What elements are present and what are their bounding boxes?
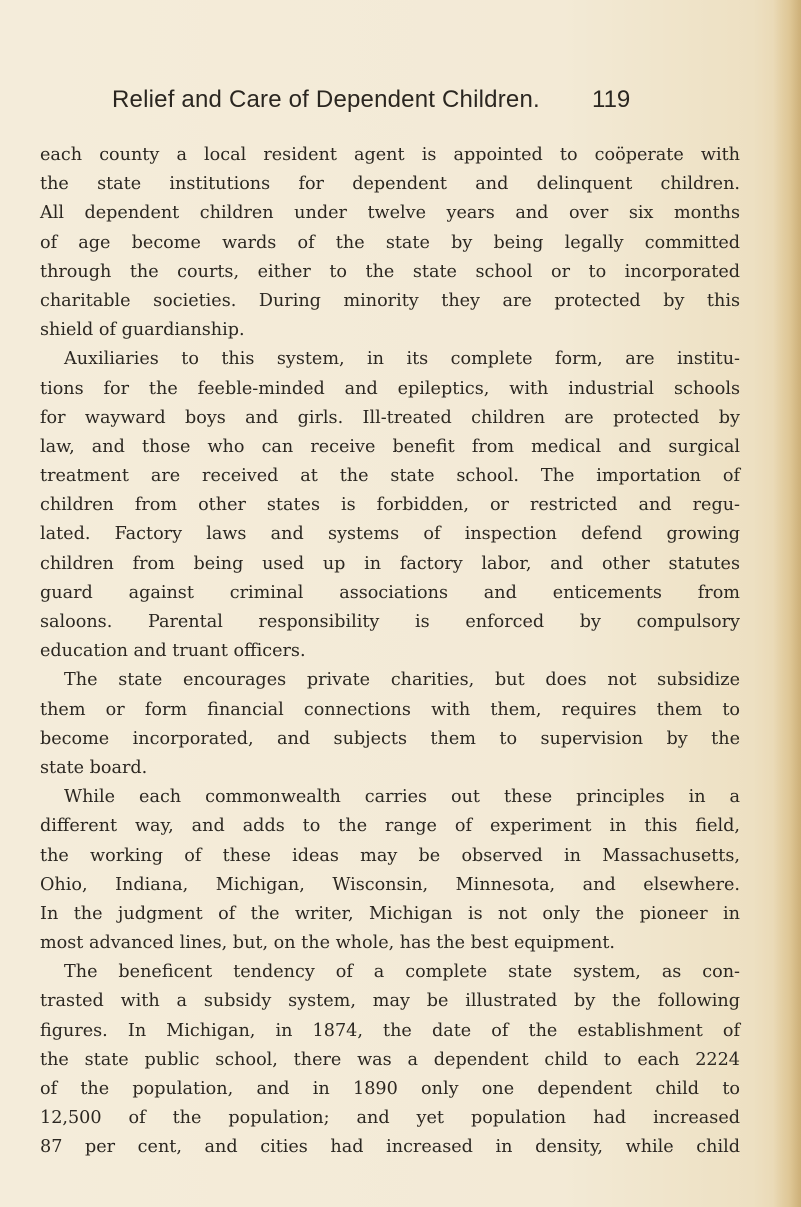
text-line: for wayward boys and girls. Ill-treated children are protected by: [40, 407, 740, 428]
text-line: tions for the feeble-minded and epileptics, with industrial schools: [40, 378, 740, 399]
text-line: them or form financial connections with them, requires them to: [40, 699, 740, 720]
text-line: guard against criminal associations and enticements from: [40, 582, 740, 603]
text-line: become incorporated, and subjects them to supervision by the: [40, 728, 740, 749]
running-head: [112, 82, 672, 122]
text-line: In the judgment of the writer, Michigan is not only the pioneer in: [40, 903, 740, 924]
text-line: 12,500 of the population; and yet population had increased: [40, 1108, 740, 1129]
text-line: different way, and adds to the range of experiment in this field,: [40, 816, 740, 837]
text-line: the state public school, there was a dependent child to each 2224: [40, 1049, 740, 1070]
text-line: charitable societies. During minority they are protected by this: [40, 290, 740, 311]
page-edge-stain: [773, 0, 801, 1207]
text-line: lated. Factory laws and systems of inspection defend growing: [40, 524, 740, 545]
text-line: The beneficent tendency of a complete state system, as con-: [64, 962, 740, 983]
text-line: most advanced lines, but, on the whole, has the best equipment.: [40, 933, 615, 954]
text-line: of the population, and in 1890 only one dependent child to: [40, 1079, 740, 1099]
text-line: All dependent children under twelve years and over six months: [40, 203, 740, 224]
text-line: trasted with a subsidy system, may be illustrated by the following: [40, 991, 740, 1012]
text-line: Auxiliaries to this system, in its complete form, are institu-: [64, 349, 740, 370]
text-line: children from being used up in factory labor, and other statutes: [40, 553, 740, 574]
text-line: through the courts, either to the state school or to incorporated: [40, 261, 740, 282]
text-line: of age become wards of the state by being legally committed: [40, 232, 740, 253]
text-line: 87 per cent, and cities had increased in density, while child: [40, 1137, 740, 1158]
body-text: [40, 141, 740, 1163]
text-line: Ohio, Indiana, Michigan, Wisconsin, Minnesota, and elsewhere.: [40, 874, 740, 895]
running-title: Relief and Care of Dependent Children.: [112, 86, 540, 113]
text-line: shield of guardianship.: [40, 320, 245, 341]
text-line: education and truant officers.: [40, 641, 306, 662]
text-line: treatment are received at the state school. The importation of: [40, 466, 740, 487]
text-line: law, and those who can receive benefit from medical and surgical: [40, 436, 740, 457]
text-line: state board.: [40, 757, 148, 778]
text-line: saloons. Parental responsibility is enforced by compulsory: [40, 612, 740, 632]
page-number: 119: [592, 86, 631, 113]
text-line: children from other states is forbidden, or restricted and regu-: [40, 495, 740, 516]
text-line: each county a local resident agent is appointed to coöperate with: [40, 145, 740, 165]
text-line: the working of these ideas may be observed in Massachusetts,: [40, 845, 740, 866]
text-line: The state encourages private charities, but does not subsidize: [64, 670, 740, 691]
text-line: While each commonwealth carries out these principles in a: [64, 787, 740, 808]
text-line: the state institutions for dependent and delinquent children.: [40, 174, 740, 195]
text-line: figures. In Michigan, in 1874, the date of the establishment of: [40, 1020, 740, 1041]
